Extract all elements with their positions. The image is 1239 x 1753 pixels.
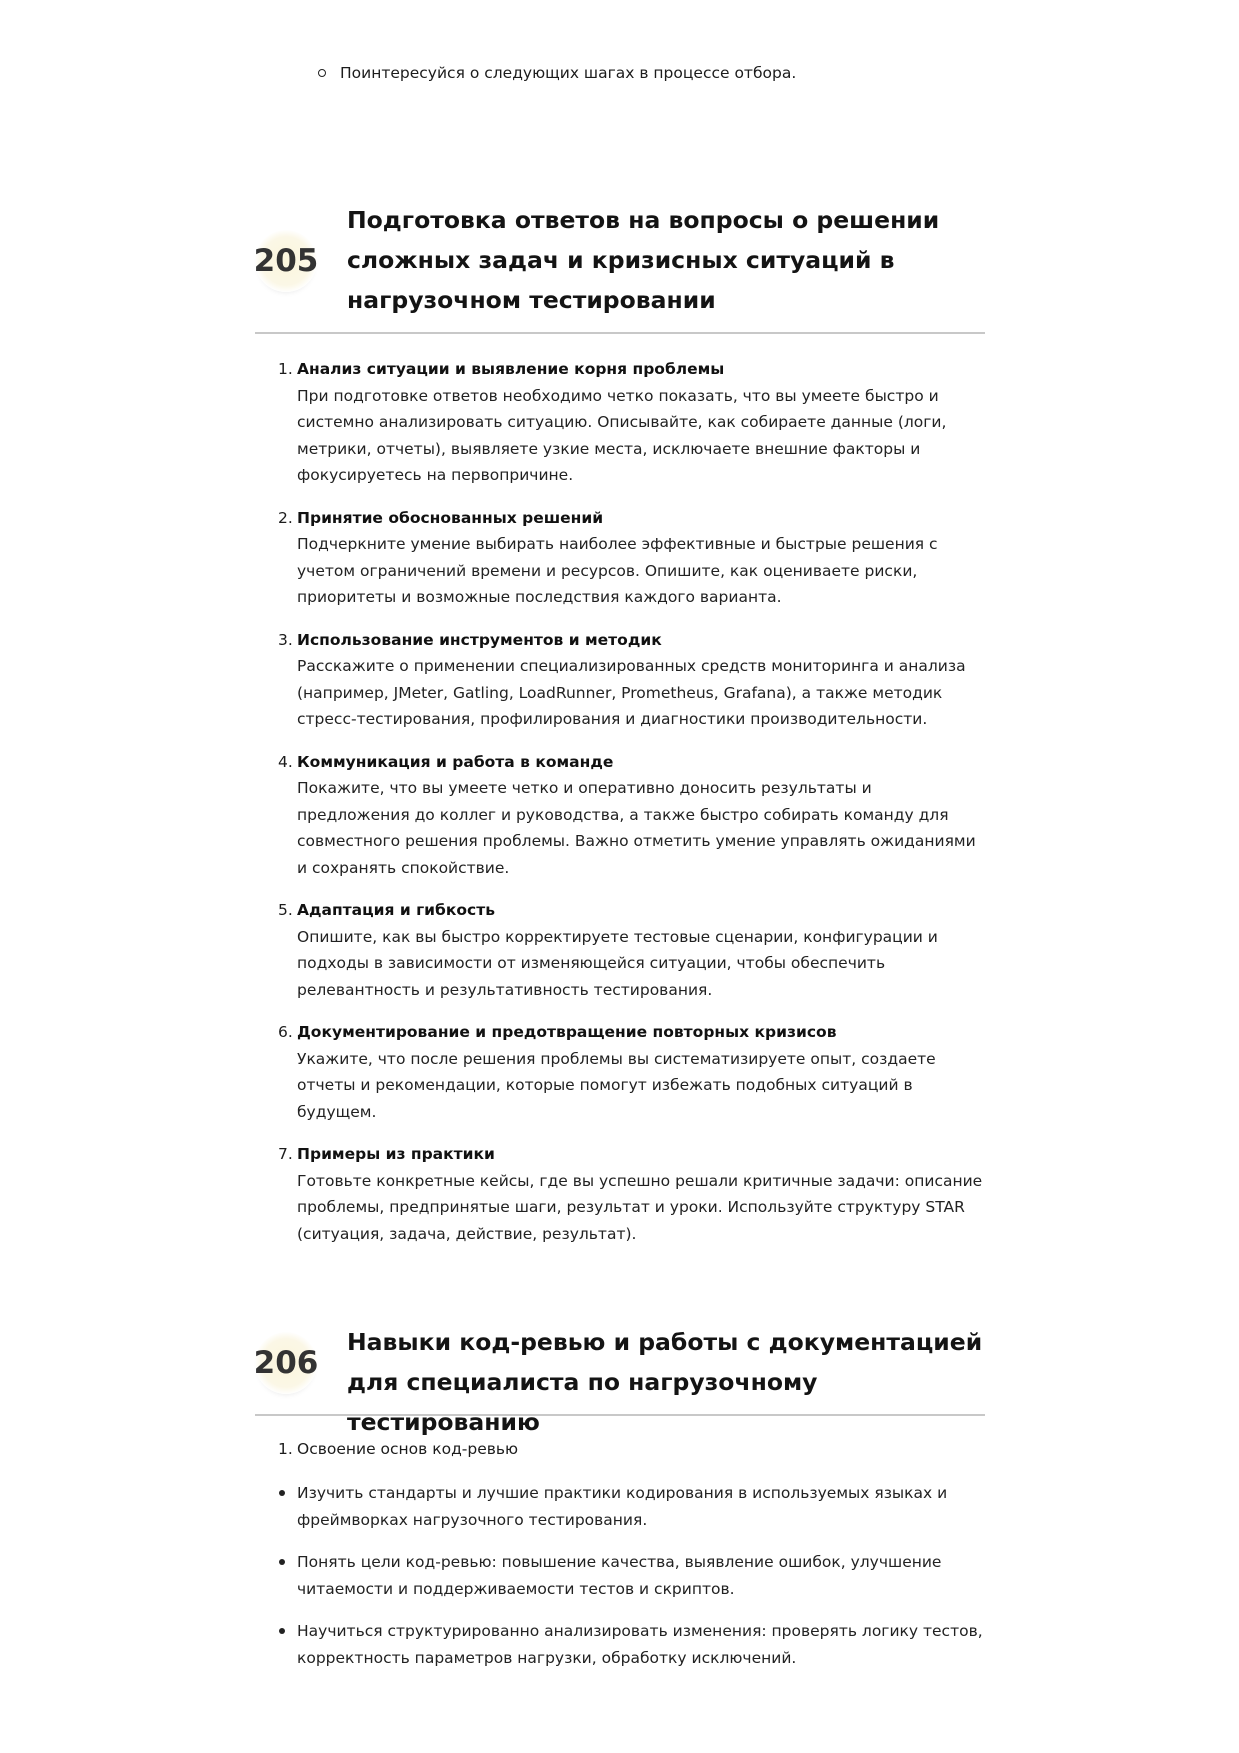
item-title: Адаптация и гибкость [297,901,496,919]
section-title: Подготовка ответов на вопросы о решении сложных задач и кризисных ситуаций в нагрузочном тестировании [347,206,940,314]
item-number: 7. [278,1145,293,1163]
list-item [273,1019,983,1125]
list-item [273,1436,983,1462]
list-item [273,1141,983,1247]
item-title: Примеры из практики [297,1145,495,1163]
section-206-bullets [273,1480,983,1687]
list-item: Поинтересуйся о следующих шагах в процессе отбора. [318,60,796,86]
bullet-item: Понять цели код-ревью: повышение качества, выявление ошибок, улучшение читаемости и поддерживаемости тестов и скриптов. [273,1549,983,1602]
item-text: Освоение основ код-ревью [297,1440,519,1458]
item-number: 6. [278,1023,293,1041]
list-item [273,627,983,733]
item-text: При подготовке ответов необходимо четко показать, что вы умеете быстро и системно анализировать ситуацию. Описывайте, как собираете данные (логи, метрики, отчеты), выявляете узкие места, исключаете внешние факторы и фокусируетесь на первопричине. [297,386,947,484]
item-title: Принятие обоснованных решений [297,508,604,527]
item-number: 2. [278,508,293,527]
section-205-header [255,200,985,334]
list-item [273,505,983,611]
item-text: Укажите, что после решения проблемы вы систематизируете опыт, создаете отчеты и рекомендации, которые помогут избежать подобных ситуаций в будущем. [297,1049,936,1121]
item-title: Анализ ситуации и выявление корня проблемы [297,360,725,378]
item-number: 3. [278,630,293,649]
section-number-badge: 205 [255,230,317,292]
item-text: Готовьте конкретные кейсы, где вы успешно решали критичные задачи: описание проблемы, предпринятые шаги, результат и уроки. Используйте структуру STAR (ситуация, задача, действие, результат). [297,1171,983,1243]
list-item [273,749,983,882]
item-title: Использование инструментов и методик [297,630,662,649]
item-number: 4. [278,752,293,771]
section-number-badge: 206 [255,1332,317,1394]
item-text: Опишите, как вы быстро корректируете тестовые сценарии, конфигурации и подходы в зависимости от изменяющейся ситуации, чтобы обеспечить релевантность и результативность тестирования. [297,927,938,999]
bullet-item: Научиться структурированно анализировать изменения: проверять логику тестов, корректность параметров нагрузки, обработку исключений. [273,1618,983,1671]
item-title: Коммуникация и работа в команде [297,752,614,771]
item-number: 1. [278,1440,293,1458]
bullet-item: Изучить стандарты и лучшие практики кодирования в используемых языках и фреймворках нагрузочного тестирования. [273,1480,983,1533]
section-title: Навыки код-ревью и работы с документацией для специалиста по нагрузочному тестированию [347,1328,983,1436]
item-number: 5. [278,901,293,919]
item-title: Документирование и предотвращение повторных кризисов [297,1023,837,1041]
top-sublist [318,60,796,86]
item-text: Подчеркните умение выбирать наиболее эффективные и быстрые решения с учетом ограничений времени и ресурсов. Опишите, как оцениваете риски, приоритеты и возможные последствия каждого варианта. [297,535,938,606]
section-205-list [273,356,983,1263]
item-text: Покажите, что вы умеете четко и оперативно доносить результаты и предложения до коллег и руководства, а также быстро собирать команду для совместного решения проблемы. Важно отметить умение управлять ожиданиями и сохранять спокойствие. [297,779,976,877]
section-206-list [273,1436,983,1462]
item-text: Расскажите о применении специализированных средств мониторинга и анализа (например, JMeter, Gatling, LoadRunner, Prometheus, Grafana), а также методик стресс-тестирования, профилирования и диагностики производительности. [297,657,966,728]
item-number: 1. [278,360,293,378]
list-item [273,897,983,1003]
section-206-header [253,1322,985,1436]
list-item [273,356,983,489]
